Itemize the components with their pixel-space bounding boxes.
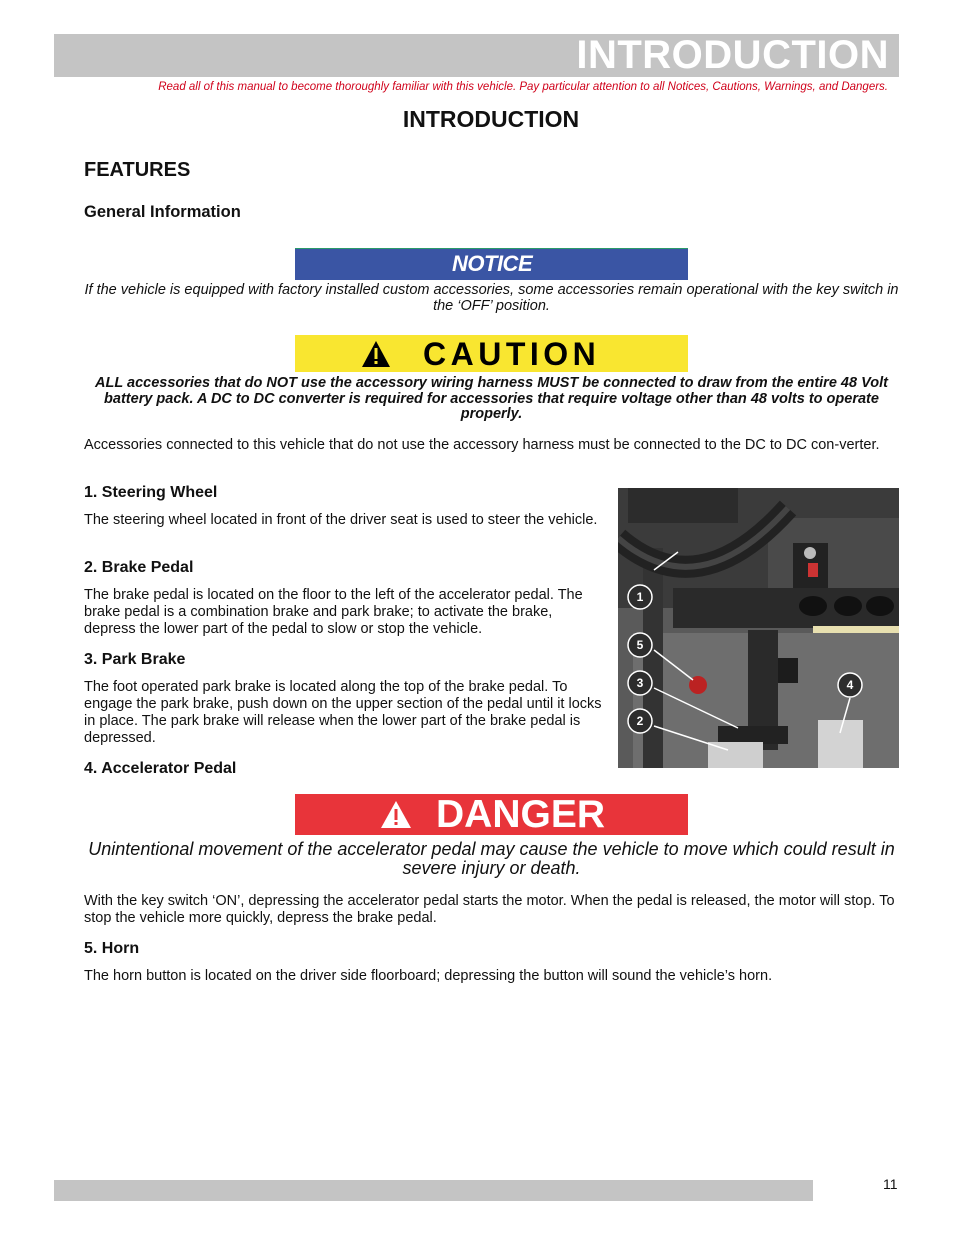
danger-banner [295,794,688,835]
notice-label: NOTICE [452,251,533,276]
callout-1: 1 [636,590,644,604]
callout-3: 3 [636,676,644,690]
accessories-text: Accessories connected to this vehicle that do not use the accessory harness must be connected to the DC to DC con-verter. [84,437,880,453]
features-title: FEATURES [84,159,191,181]
header-bar [54,34,899,77]
warning-triangle-icon [361,340,391,368]
item-title-horn: 5. Horn [84,940,140,957]
general-information-title: General Information [84,203,241,221]
caution-label: CAUTION [423,336,601,372]
item-title-park-brake: 3. Park Brake [84,651,186,668]
item-text-steering-wheel: The steering wheel located in front of the driver seat is used to steer the vehicle. [84,512,598,528]
item-title-accelerator-pedal: 4. Accelerator Pedal [84,760,237,777]
cart-interior-photo [618,488,899,768]
notice-text: If the vehicle is equipped with factory installed custom accessories, some accessories remain operational with the key switch in the ‘OFF’ position. [84,282,899,314]
item-title-steering-wheel: 1. Steering Wheel [84,484,218,501]
item-text-accelerator-pedal: With the key switch ‘ON’, depressing the accelerator pedal starts the motor. When the pedal is released, the motor will stop. To stop the vehicle more quickly, depress the brake pedal. [84,893,895,926]
caution-banner [295,335,688,372]
danger-text: Unintentional movement of the accelerator pedal may cause the vehicle to move which could result in severe injury or death. [88,839,895,878]
callout-2: 2 [636,714,644,728]
item-title-brake-pedal: 2. Brake Pedal [84,559,194,576]
notice-banner [295,248,688,280]
item-text-park-brake: The foot operated park brake is located along the top of the brake pedal. To engage the park brake, push down on the upper section of the pedal until it locks in place. The park brake will release when the lower part of the brake pedal is depressed. [84,679,602,746]
danger-label: DANGER [436,793,606,836]
item-text-horn: The horn button is located on the driver side floorboard; depressing the button will sound the vehicle’s horn. [84,968,773,984]
callout-4: 4 [846,678,854,692]
header-title: INTRODUCTION [576,33,889,77]
warning-triangle-icon [380,800,412,829]
page-number: 11 [883,1176,898,1192]
footer-bar [54,1180,813,1201]
caution-text: ALL accessories that do NOT use the accessory wiring harness MUST be connected to draw from the entire 48 Volt battery pack. A DC to DC converter is required for accessories that require voltage other than 48 volts to operate properly. [95,375,888,422]
header-note: Read all of this manual to become thoroughly familiar with this vehicle. Pay particular attention to all Notices, Cautions, Warnings, and Dangers. [158,81,888,93]
item-text-brake-pedal: The brake pedal is located on the floor to the left of the accelerator pedal. The brake pedal is a combination brake and park brake; to activate the brake, depress the lower part of the pedal to slow or stop the vehicle. [84,587,583,637]
section-title: INTRODUCTION [402,106,580,132]
callout-5: 5 [636,638,644,652]
